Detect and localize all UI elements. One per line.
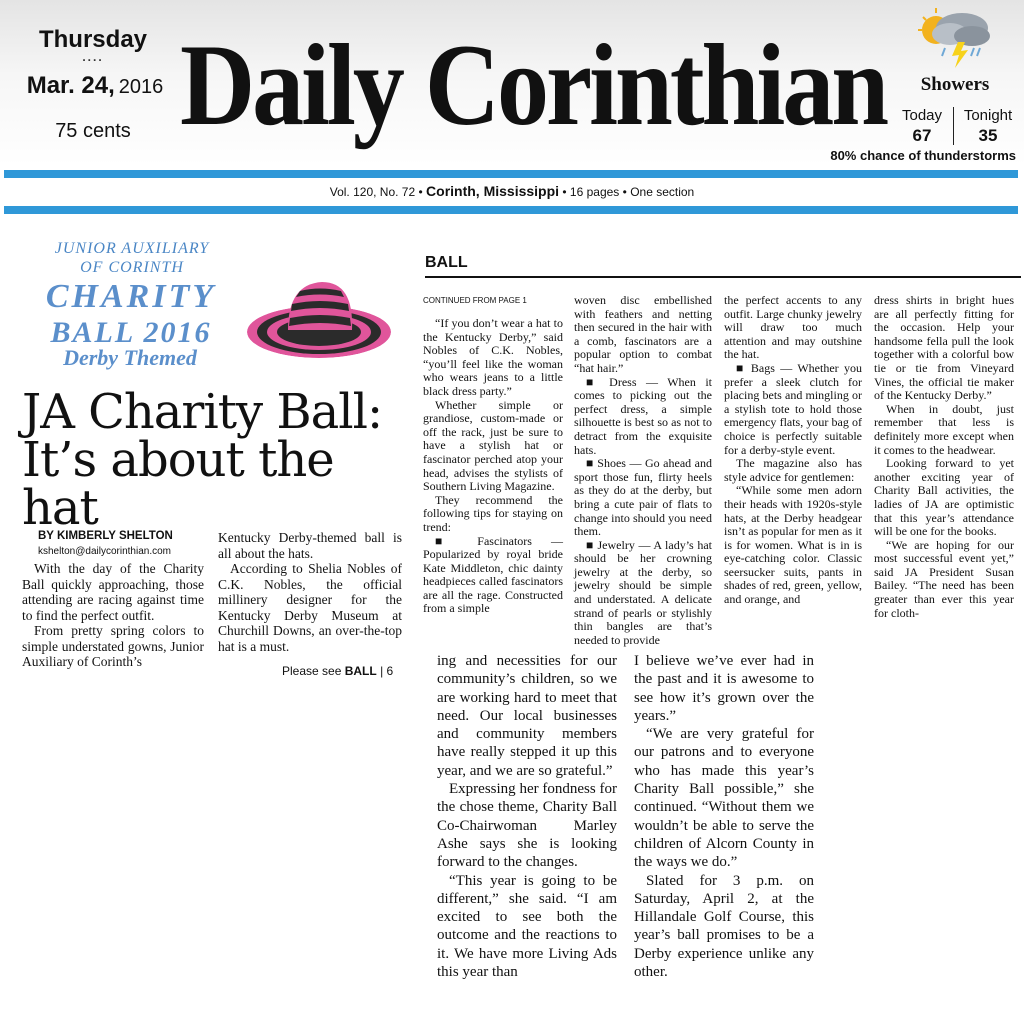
logo-line-2: OF CORINTH (80, 259, 184, 276)
paragraph: ■ Bags — Whether you prefer a sleek clutch for placing bets and mingling or a stylish tote to hold those emergency flats, your bag of choice is perfectly suitable for a derby-style event. (724, 360, 862, 457)
weather-today-label: Today (901, 107, 943, 124)
issue-info-line: Vol. 120, No. 72 • Corinth, Mississippi • 16 pages • One section (329, 183, 695, 199)
paragraph: dress shirts in bright hues are all perfectly fitting for the occasion. Help your handsome fella pull the look together with a colorful bow tie or tie from Vineyard Vines, the official tie maker of the Kentucky Derby.” (874, 293, 1014, 403)
paragraph: According to Shelia Nobles of C.K. Nobles, the official millinery designer for the Kentucky Derby Museum at Churchill Downs, an over-the-top hat is a must. (218, 561, 402, 654)
logo-line-3: CHARITY (45, 278, 217, 315)
logo-line-5: Derby Themed (63, 345, 197, 370)
derby-hat-icon (244, 274, 394, 364)
issue-price: 75 cents (55, 120, 131, 142)
paragraph: When in doubt, just remember that less is definitely more except when it comes to the headwear. (874, 401, 1014, 457)
jump-page: | 6 (380, 664, 394, 678)
weather-condition: Showers (920, 74, 990, 95)
paragraph: Kentucky Derby-themed ball is all about the hats. (218, 530, 402, 561)
issue-date-month-day: Mar. 24, (26, 72, 115, 99)
issue-date-year: 2016 (118, 76, 164, 98)
paragraph: With the day of the Charity Ball quickly approaching, those attending are racing against time to find the perfect outfit. (22, 561, 204, 623)
jump-section-label: BALL (425, 254, 468, 271)
paragraph: Expressing her fondness for the chose theme, Charity Ball Co-Chairwoman Marley Ashe says she is looking forward to the changes. (437, 781, 617, 871)
jump-column-1 (423, 296, 563, 616)
top-blue-rule (4, 170, 1018, 178)
weather-tonight-label: Tonight (963, 107, 1013, 124)
paragraph: “This year is going to be different,” she said. “I am excited to see both the outcome and the reactions to it. We have more Living Ads this year than (437, 872, 617, 981)
section-count: One section (630, 185, 695, 199)
article-column-1 (22, 561, 204, 670)
paragraph: Whether simple or grandiose, custom-made or off the rack, just be sure to have a stylish hat or fascinator perched atop your head, advises the stylists of Southern Living Magazine. (423, 397, 563, 494)
jump-column-4 (874, 294, 1014, 620)
jump-column-3 (724, 294, 862, 607)
weather-today-temp: 67 (912, 126, 932, 145)
paragraph: I believe we’ve ever had in the past and it is awesome to see how it’s grown over the years.” (634, 653, 814, 724)
newspaper-title: Daily Corinthian (180, 21, 887, 150)
page-count: 16 pages (569, 185, 620, 199)
jump-reference[interactable] (282, 664, 393, 678)
paragraph: From pretty spring colors to simple understated gowns, Junior Auxiliary of Corinth’s (22, 623, 204, 669)
weather-chance: 80% chance of thunderstorms (830, 148, 1016, 163)
paragraph: “We are hoping for our most successful event yet,” said JA President Susan Bailey. “The need has been greater than ever this year for cloth- (874, 537, 1014, 620)
paragraph: Looking forward to yet another exciting year of Charity Ball activities, the ladies of JA are optimistic that this year’s attendance will be one for the books. (874, 456, 1014, 539)
paragraph: “While some men adorn their heads with 1920s-style hats, at the Derby headgear isn’t as popular for men as it is for women. What is in is eye-catching color. Classic seersucker suits, pants in shades of red, green, yellow, and orange, and (724, 483, 862, 607)
byline: BY KIMBERLY SHELTON (38, 530, 173, 542)
paragraph: ing and necessities for our community’s children, so we are working hard to meet that need. Our local businesses and community members have really stepped it up this year, and we are so grateful.” (437, 653, 617, 779)
article-column-2 (218, 530, 402, 654)
paragraph: Slated for 3 p.m. on Saturday, April 2, at the Hillandale Golf Course, this year’s ball promises to be a Derby experience unlike any other. (634, 872, 814, 981)
logo-line-1: JUNIOR AUXILIARY (54, 240, 210, 257)
jump-column-6 (634, 652, 814, 981)
date-dots: .... (82, 50, 104, 64)
headline-line-1: JA Charity Ball: (22, 384, 383, 440)
dateline-city: Corinth, Mississippi (426, 183, 560, 199)
paragraph: “If you don’t wear a hat to the Kentucky Derby,” said Nobles of C.K. Nobles, “you’ll feel like the woman who wears jeans to a little black dress party.” (423, 316, 563, 398)
issue-day: Thursday (38, 26, 148, 53)
issue-date (10, 72, 180, 100)
paragraph: ■ Jewelry — A lady’s hat should be her crowning jewelry at the derby, so jewelry should be simple and understated. A delicate strand of pearls or stylishly thin bangles are that’s needed to provide (574, 537, 712, 647)
jump-target: BALL (344, 664, 377, 678)
jump-section-rule (425, 276, 1021, 278)
paragraph: “We are very grateful for our patrons and to everyone who has made this year’s Charity Ball possible,” she continued. “Without them we wouldn’t be able to serve the children of Alcorn County in the ways we do.” (634, 726, 814, 871)
author-email[interactable]: kshelton@dailycorinthian.com (38, 546, 171, 557)
headline-line-2: It’s about the hat (22, 432, 334, 536)
logo-line-4: BALL 2016 (50, 316, 212, 349)
weather-divider (953, 107, 954, 145)
please-see-text: Please see (282, 664, 342, 678)
volume-number: Vol. 120, No. 72 (329, 185, 416, 199)
continued-label: CONTINUED FROM PAGE 1 (423, 296, 527, 305)
bottom-blue-rule (4, 206, 1018, 214)
paragraph: ■ Dress — When it comes to picking out the perfect dress, a simple silhouette is best so as not to detract from the exquisite hats. (574, 374, 712, 457)
paragraph: ■ Shoes — Go ahead and sport those fun, flirty heels as they do at the derby, but bring a cute pair of flats to change into should you need them. (574, 456, 712, 539)
weather-tonight-temp: 35 (978, 126, 998, 145)
paragraph: the perfect accents to any outfit. Large chunky jewelry will draw too much attention and may outshine the hat. (724, 293, 862, 362)
storm-cloud-sun-icon (914, 4, 994, 70)
paragraph: The magazine also has style advice for gentlemen: (724, 456, 862, 484)
paragraph: ■ Fascinators — Popularized by royal bride Kate Middleton, chic dainty headpieces called fascinators are all the rage. Constructed from a simple (423, 533, 563, 616)
jump-column-5 (437, 652, 617, 981)
paragraph: woven disc embellished with feathers and netting then secured in the hair with a comb, fascinators are a popular option to combat “hat hair.” (574, 293, 712, 375)
paragraph: They recommend the following tips for staying on trend: (423, 492, 563, 534)
jump-column-2 (574, 294, 712, 647)
